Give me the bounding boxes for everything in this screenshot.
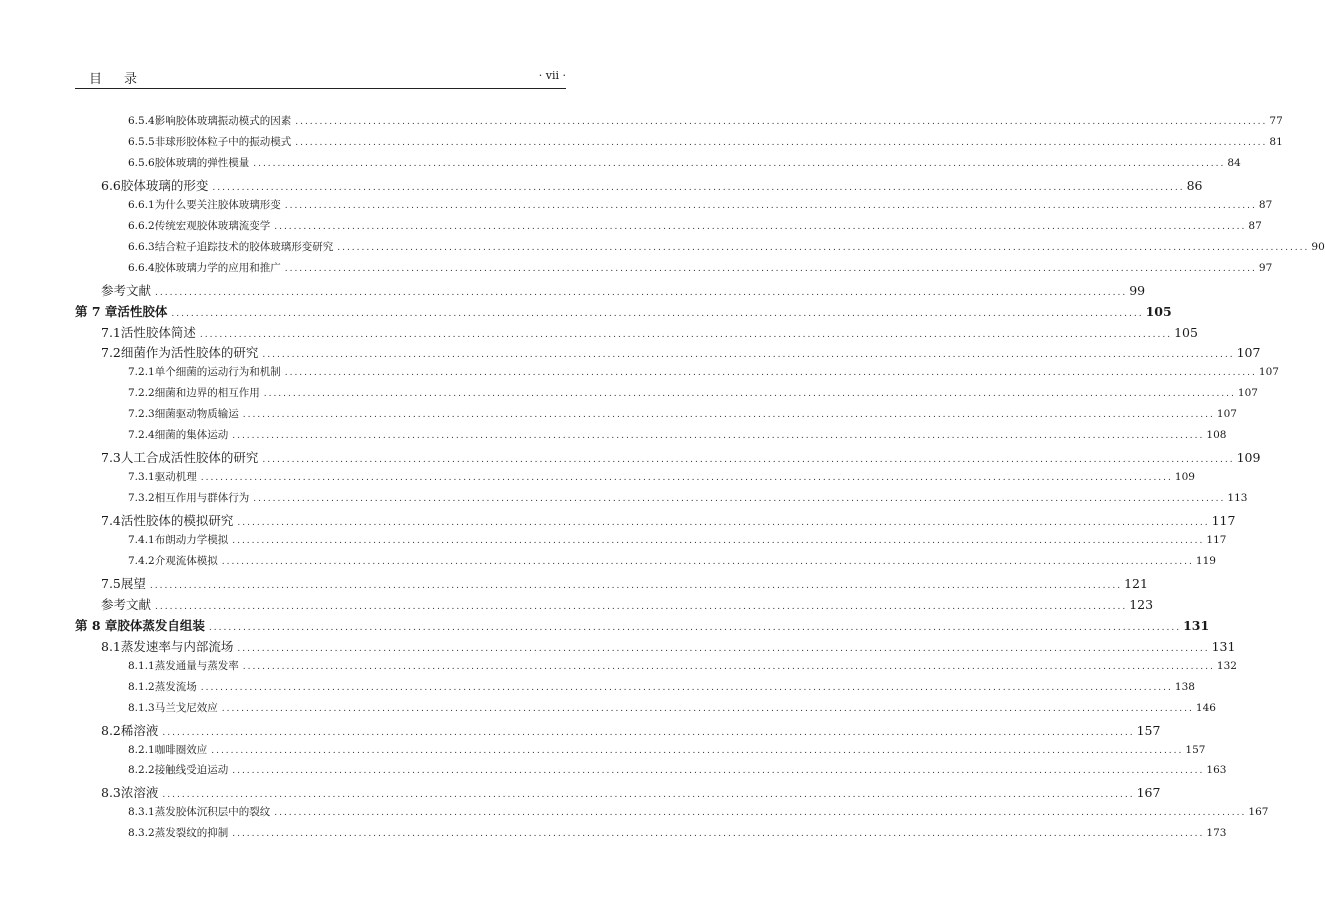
toc-entry-title: 浓溶液 xyxy=(120,785,159,801)
toc-leader-dots: ........................................................................................................................................................................................................ xyxy=(232,766,1205,777)
toc-entry-page: 113 xyxy=(1227,492,1248,505)
toc-entry[interactable] xyxy=(0,511,1236,529)
header-page-number: · vii · xyxy=(538,69,566,82)
toc-entry-number: 6.5.5 xyxy=(128,135,155,148)
toc-entry[interactable] xyxy=(0,343,1261,361)
toc-entry-title: 细菌作为活性胶体的研究 xyxy=(120,345,259,361)
toc-entry[interactable] xyxy=(0,134,1283,149)
toc-entry[interactable] xyxy=(0,406,1237,421)
toc-entry-page: 107 xyxy=(1237,387,1258,400)
toc-leader-dots: ........................................................................................................................................................................................................ xyxy=(295,117,1268,127)
toc-leader-dots: ........................................................................................................................................................................................................ xyxy=(337,242,1310,253)
toc-entry-title: 参考文献 xyxy=(101,596,152,612)
toc-leader-dots: ........................................................................................................................................................................................................ xyxy=(263,389,1236,400)
toc-entry-number: 8.1.2 xyxy=(128,680,155,693)
toc-entry[interactable] xyxy=(0,616,1210,634)
toc-entry-page: 157 xyxy=(1185,743,1206,756)
toc-entry-title: 胶体玻璃的弹性模量 xyxy=(154,156,250,169)
toc-entry-title: 结合粒子追踪技术的胶体玻璃形变研究 xyxy=(154,240,334,253)
toc-entry-number: 6.6.4 xyxy=(128,261,155,274)
toc-entry-number: 6.6.1 xyxy=(128,198,155,211)
toc-leader-dots: ........................................................................................................................................................................................................ xyxy=(253,158,1226,169)
toc-entry-title: 展望 xyxy=(120,575,146,591)
toc-leader-dots: ........................................................................................................................................................................................................ xyxy=(284,200,1257,211)
toc-leader-dots: ........................................................................................................................................................................................................ xyxy=(242,661,1215,672)
toc-entry-title: 非球形胶体粒子中的振动模式 xyxy=(154,135,292,148)
toc-entry[interactable] xyxy=(0,197,1273,212)
toc-entry-page: 108 xyxy=(1206,429,1227,442)
toc-entry-title: 稀溶液 xyxy=(120,722,159,738)
toc-leader-dots: ........................................................................................................................................................................................................ xyxy=(242,410,1215,421)
toc-leader-dots: ........................................................................................................................................................................................................ xyxy=(274,221,1247,232)
toc-leader-dots: ........................................................................................................................................................................................................ xyxy=(262,350,1235,361)
toc-entry-number: 7.3.1 xyxy=(128,471,155,484)
toc-entry-page: 81 xyxy=(1269,135,1283,148)
toc-entry-number: 8.3 xyxy=(101,785,121,801)
toc-entry-number: 7.1 xyxy=(101,324,121,340)
toc-entry[interactable] xyxy=(0,239,1325,254)
toc-entry-number: 7.2.4 xyxy=(128,429,155,442)
toc-entry[interactable] xyxy=(0,595,1154,613)
toc-entry-title: 马兰戈尼效应 xyxy=(154,701,218,714)
toc-entry-page: 105 xyxy=(1145,303,1172,319)
toc-entry-title: 咖啡圈效应 xyxy=(154,743,208,756)
toc-entry[interactable] xyxy=(0,176,1203,194)
toc-leader-dots: ........................................................................................................................................................................................................ xyxy=(211,745,1184,756)
toc-entry-title: 人工合成活性胶体的研究 xyxy=(120,450,259,466)
toc-entry[interactable] xyxy=(0,762,1227,777)
toc-entry-number: 6.6.2 xyxy=(128,219,155,232)
toc-entry-title: 蒸发流场 xyxy=(154,680,197,693)
toc-leader-dots: ........................................................................................................................................................................................................ xyxy=(200,682,1173,693)
toc-entry-number: 7.5 xyxy=(101,575,121,591)
toc-entry-page: 131 xyxy=(1183,617,1210,633)
toc-entry-title: 为什么要关注胶体玻璃形变 xyxy=(154,198,281,211)
toc-entry[interactable] xyxy=(0,302,1172,320)
toc-entry[interactable] xyxy=(0,742,1206,757)
toc-leader-dots: ........................................................................................................................................................................................................ xyxy=(284,368,1257,379)
toc-entry-number: 7.2.1 xyxy=(128,366,155,379)
toc-entry-title: 胶体玻璃力学的应用和推广 xyxy=(154,261,281,274)
toc-entry[interactable] xyxy=(0,804,1269,819)
toc-entry-page: 86 xyxy=(1186,177,1203,193)
toc-entry-page: 173 xyxy=(1206,827,1227,840)
toc-entry-number: 第 8 章 xyxy=(75,617,118,633)
toc-leader-dots: ........................................................................................................................................................................................................ xyxy=(162,727,1135,738)
toc-entry-title: 蒸发通量与蒸发率 xyxy=(154,659,239,672)
toc-entry[interactable] xyxy=(0,281,1146,299)
toc-entry-number: 8.2.1 xyxy=(128,743,155,756)
toc-leader-dots: ........................................................................................................................................................................................................ xyxy=(262,455,1235,466)
toc-entry-page: 131 xyxy=(1211,638,1236,654)
toc-entry-page: 107 xyxy=(1216,408,1237,421)
toc-entry-title: 活性胶体 xyxy=(117,303,168,319)
toc-entry[interactable] xyxy=(0,490,1248,505)
toc-leader-dots: ........................................................................................................................................................................................................ xyxy=(200,473,1173,484)
toc-leader-dots: ........................................................................................................................................................................................................ xyxy=(253,494,1226,505)
toc-leader-dots: ........................................................................................................................................................................................................ xyxy=(208,622,1182,633)
toc-leader-dots: ........................................................................................................................................................................................................ xyxy=(162,790,1135,801)
toc-entry[interactable] xyxy=(0,155,1241,170)
toc-leader-dots: ........................................................................................................................................................................................................ xyxy=(171,308,1144,319)
toc-entry-title: 细菌驱动物质输运 xyxy=(154,408,239,421)
toc-entry-number: 7.3 xyxy=(101,450,121,466)
toc-entry-title: 蒸发胶体沉积层中的裂纹 xyxy=(154,806,271,819)
toc-entry-page: 90 xyxy=(1311,240,1325,253)
toc-leader-dots: ........................................................................................................................................................................................................ xyxy=(221,703,1194,714)
toc-entry-title: 单个细菌的运动行为和机制 xyxy=(154,366,281,379)
toc-entry[interactable] xyxy=(0,679,1195,694)
toc-entry[interactable] xyxy=(0,783,1161,801)
toc-entry-number: 8.1.1 xyxy=(128,659,155,672)
toc-entry-page: 107 xyxy=(1236,345,1261,361)
toc-entry-page: 132 xyxy=(1216,659,1237,672)
toc-entry[interactable] xyxy=(0,721,1161,739)
toc-entry[interactable] xyxy=(0,385,1258,400)
toc-entry-number: 8.3.2 xyxy=(128,827,155,840)
toc-entry[interactable] xyxy=(0,469,1195,484)
toc-entry-title: 布朗动力学模拟 xyxy=(154,534,229,546)
toc-leader-dots: ........................................................................................................................................................................................................ xyxy=(212,182,1185,193)
toc-entry[interactable] xyxy=(0,637,1236,655)
toc-leader-dots: ........................................................................................................................................................................................................ xyxy=(274,808,1247,819)
toc-entry-page: 99 xyxy=(1129,282,1146,298)
toc-entry-title: 蒸发裂纹的抑制 xyxy=(154,827,229,840)
toc-entry-number: 8.2 xyxy=(101,722,121,738)
toc-entry-number: 第 7 章 xyxy=(75,303,118,319)
toc-entry[interactable] xyxy=(0,658,1237,673)
toc-entry-page: 87 xyxy=(1258,198,1273,211)
toc-entry[interactable] xyxy=(0,700,1216,715)
toc-entry-number: 8.2.2 xyxy=(128,764,155,777)
toc-entry[interactable] xyxy=(0,260,1273,275)
toc-entry-title: 细菌的集体运动 xyxy=(154,429,229,442)
toc-leader-dots: ........................................................................................................................................................................................................ xyxy=(199,329,1173,340)
toc-entry-number: 6.5.6 xyxy=(128,156,155,169)
toc-leader-dots: ........................................................................................................................................................................................................ xyxy=(221,556,1194,567)
toc-entry-title: 胶体玻璃的形变 xyxy=(120,177,209,193)
toc-entry[interactable] xyxy=(0,218,1262,233)
toc-entry-title: 参考文献 xyxy=(101,282,152,298)
toc-entry-page: 84 xyxy=(1227,156,1241,169)
toc-entry[interactable] xyxy=(0,825,1227,840)
toc-entry-page: 105 xyxy=(1174,324,1198,340)
toc-entry-number: 8.1.3 xyxy=(128,701,155,714)
toc-entry-title: 介观流体模拟 xyxy=(154,554,218,567)
toc-leader-dots: ........................................................................................................................................................................................................ xyxy=(232,536,1205,546)
toc-entry-page: 97 xyxy=(1258,261,1273,274)
toc-entry-number: 7.2 xyxy=(101,345,121,361)
toc-entry-page: 123 xyxy=(1129,596,1154,612)
toc-entry-number: 6.6.3 xyxy=(128,240,155,253)
toc-entry-page: 121 xyxy=(1124,575,1148,591)
toc-entry[interactable] xyxy=(0,364,1279,379)
toc-entry-page: 117 xyxy=(1211,513,1236,529)
toc-entry-number: 6.5.4 xyxy=(128,115,155,127)
toc-entry[interactable] xyxy=(0,448,1261,466)
toc-leader-dots: ........................................................................................................................................................................................................ xyxy=(284,263,1257,274)
toc-entry-page: 146 xyxy=(1195,701,1216,714)
toc-entry-number: 7.4.2 xyxy=(128,554,155,567)
toc-entry-title: 传统宏观胶体玻璃流变学 xyxy=(154,219,271,232)
toc-entry-title: 相互作用与群体行为 xyxy=(154,492,250,505)
toc-entry-title: 细菌和边界的相互作用 xyxy=(154,387,260,400)
toc-entry-page: 167 xyxy=(1136,785,1161,801)
toc-entry-page: 138 xyxy=(1174,680,1195,693)
toc-leader-dots: ........................................................................................................................................................................................................ xyxy=(295,137,1268,148)
toc-entry-page: 109 xyxy=(1174,471,1195,484)
toc-entry-title: 蒸发速率与内部流场 xyxy=(120,638,234,654)
toc-entry-number: 7.2.3 xyxy=(128,408,155,421)
toc-entry-page: 117 xyxy=(1206,534,1227,546)
toc-leader-dots: ........................................................................................................................................................................................................ xyxy=(237,518,1210,529)
toc-entry[interactable] xyxy=(0,532,1227,547)
toc-entry-title: 影响胶体玻璃振动模式的因素 xyxy=(154,115,292,127)
toc-entry-title: 驱动机理 xyxy=(154,471,197,484)
toc-entry-title: 活性胶体简述 xyxy=(120,324,196,340)
toc-entry-number: 8.1 xyxy=(101,638,121,654)
toc-entry-page: 107 xyxy=(1258,366,1279,379)
toc-entry-page: 163 xyxy=(1206,764,1227,777)
toc-leader-dots: ........................................................................................................................................................................................................ xyxy=(232,431,1205,442)
toc-entry-page: 119 xyxy=(1195,554,1216,567)
toc-entry-number: 7.4.1 xyxy=(128,534,155,546)
toc-entry-number: 7.3.2 xyxy=(128,492,155,505)
toc-entry-page: 109 xyxy=(1236,450,1261,466)
toc-entry[interactable] xyxy=(0,427,1227,442)
toc-entry-title: 胶体蒸发自组装 xyxy=(117,617,205,633)
running-header xyxy=(75,66,566,89)
toc-leader-dots: ........................................................................................................................................................................................................ xyxy=(237,643,1210,654)
toc-leader-dots: ........................................................................................................................................................................................................ xyxy=(149,580,1123,591)
toc-leader-dots: ........................................................................................................................................................................................................ xyxy=(232,829,1205,840)
toc-leader-dots: ........................................................................................................................................................................................................ xyxy=(155,287,1128,298)
toc-entry-page: 157 xyxy=(1136,722,1161,738)
toc-entry-number: 7.2.2 xyxy=(128,387,155,400)
toc-entry-number: 8.3.1 xyxy=(128,806,155,819)
toc-entry[interactable] xyxy=(0,113,1283,128)
header-title: 目录 xyxy=(89,72,160,87)
toc-leader-dots: ........................................................................................................................................................................................................ xyxy=(155,601,1128,612)
toc-entry-page: 87 xyxy=(1248,219,1262,232)
toc-entry[interactable] xyxy=(0,553,1216,568)
toc-entry[interactable] xyxy=(0,323,1198,341)
toc-entry-title: 接触线受迫运动 xyxy=(154,764,229,777)
toc-entry-page: 77 xyxy=(1269,115,1283,127)
toc-entry-number: 7.4 xyxy=(101,513,121,529)
toc-entry-page: 167 xyxy=(1248,806,1269,819)
toc-entry[interactable] xyxy=(0,574,1148,592)
toc-entry-number: 6.6 xyxy=(101,177,121,193)
toc-entry-title: 活性胶体的模拟研究 xyxy=(120,513,234,529)
